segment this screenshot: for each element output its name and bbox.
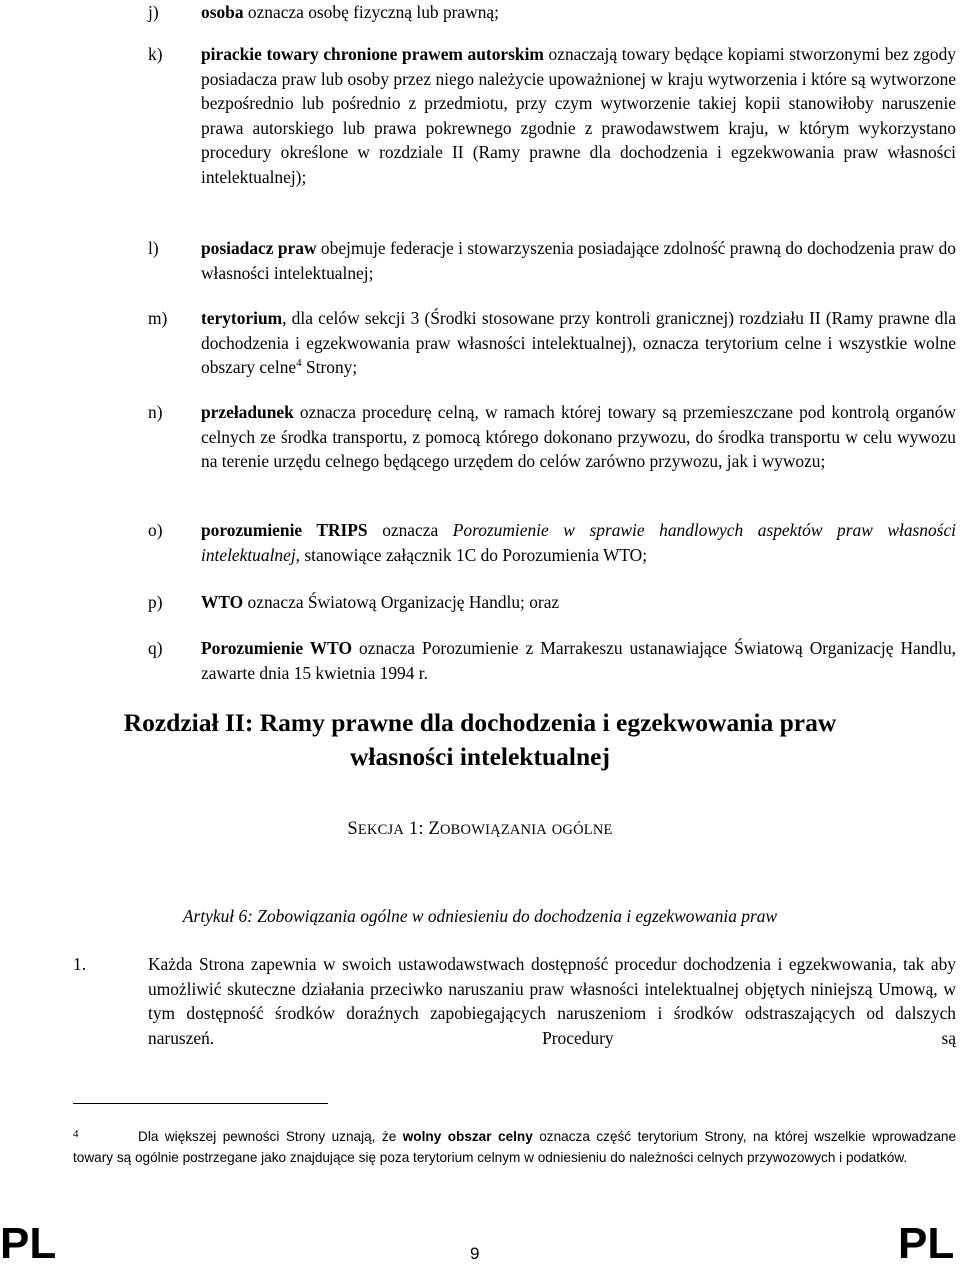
paragraph-number: 1. [73,954,87,974]
paragraph-text: Każda Strona zapewnia w swoich ustawodawstwach dostępność procedur dochodzenia i egzekwowania, tak aby umożliwić skuteczne działania przeciwko naruszaniu praw własności intelektualnej objętych niniejszą Umową, w tym dostępność środków doraźnych zapobiegających naruszeniom i środków odstraszających od dalszych naruszeń. Procedury są [148,954,956,1048]
definition-k [148,42,956,189]
footnote-divider [73,1103,328,1104]
definition-label: p) [148,592,163,612]
footnote-bold-term: wolny obszar celny [402,1129,533,1144]
page-number: 9 [470,1244,480,1263]
definition-o [148,518,956,567]
definition-text: oznacza procedurę celną, w ramach której towary są przemieszczane pod kontrolą organów celnych ze środka transportu, z pomocą którego dokonano przywozu, do środka transportu w celu wywozu na terenie urzędu celnego będącego urzędem do celów zarówno przywozu, jak i wywozu; [201,402,956,471]
chapter-heading-line1: Rozdział II: Ramy prawne dla dochodzenia i egzekwowania praw [123,708,837,737]
definition-term: posiadacz praw [201,238,317,258]
definition-term: terytorium [201,308,283,328]
footer-language-right: PL [898,1219,955,1268]
definition-l [148,236,956,285]
definition-text: , dla celów sekcji 3 (Środki stosowane przy kontroli granicznej) rozdziału II (Ramy prawne dla dochodzenia i egzekwowania praw własności intelektualnej), oznacza terytorium celne i wszystkie wolne obszary celne [201,308,956,377]
definition-q [148,636,956,685]
definition-text-after: Strony; [301,357,358,377]
definition-j [148,0,956,25]
footnote-text: Dla większej pewności Strony uznają, że [138,1129,403,1144]
article-heading: Artykuł 6: Zobowiązania ogólne w odniesieniu do dochodzenia i egzekwowania praw [182,906,778,926]
section-heading [30,816,930,843]
chapter-heading-line2: własności intelektualnej [350,742,610,771]
section-heading-z-rest: OBOWIĄZANIA [440,822,547,838]
definition-term: pirackie towary chronione prawem autorskim [201,44,544,64]
definition-term: przeładunek [201,402,294,422]
section-heading-s: S [347,819,358,839]
section-heading-s-rest: EKCJA [357,822,405,838]
definition-p [148,590,956,615]
definition-term: Porozumienie WTO [201,638,352,658]
definition-term: osoba [201,2,244,22]
definition-label: m) [148,308,168,328]
footer-language-left: PL [0,1219,57,1268]
definition-text: oznacza osobę fizyczną lub prawną; [243,2,499,22]
section-heading-o: OGÓLNE [551,822,613,838]
definition-text-after: , stanowiące załącznik 1C do Porozumienia WTO; [295,544,648,565]
definition-term: porozumienie TRIPS [201,520,368,540]
footnote-reference[interactable]: 4 [296,357,302,370]
definition-n [148,400,956,474]
definition-text: oznacza [367,520,453,540]
definition-label: l) [148,238,159,258]
footnote-4 [73,1126,956,1168]
section-heading-z: Z [428,819,441,839]
definition-label: j) [148,2,159,22]
chapter-heading [30,706,930,774]
footnote-text-after: oznacza część terytorium Strony, na której wszelkie wprowadzane towary są ogólnie postrzegane jako znajdujące się poza terytorium celnym w odniesieniu do należności celnych przywozowych i podatków. [73,1129,957,1165]
definition-text: oznacza Porozumienie z Marrakeszu ustanawiające Światową Organizację Handlu, zawarte dnia 15 kwietnia 1994 r. [201,638,956,683]
definition-label: q) [148,638,163,658]
definition-text: oznacza Światową Organizację Handlu; oraz [243,592,560,612]
definition-m [148,306,956,380]
definition-text: obejmuje federacje i stowarzyszenia posiadające zdolność prawną do dochodzenia praw do własności intelektualnej; [201,238,956,283]
definition-text: oznaczają towary będące kopiami stworzonymi bez zgody posiadacza praw lub osoby przez niego należycie upoważnionej w kraju wytworzenia i które są wytworzone bezpośrednio lub pośrednio z przedmiotu, przy czym wytworzenie takiej kopii stanowiłoby naruszenie prawa autorskiego lub prawa pokrewnego zgodnie z prawodawstwem kraju, w którym wykorzystano procedury określone w rozdziale II (Ramy prawne dla dochodzenia i egzekwowania praw własności intelektualnej); [201,44,956,187]
paragraph-1 [73,952,956,1050]
definition-label: o) [148,520,163,540]
definition-term: WTO [201,592,244,612]
section-heading-number: 1: [404,819,429,839]
definition-label: n) [148,402,163,422]
definition-label: k) [148,44,163,64]
definition-italic: Porozumienie w sprawie handlowych aspektów praw własności intelektualnej [201,520,957,565]
footnote-number: 4 [73,1128,79,1140]
